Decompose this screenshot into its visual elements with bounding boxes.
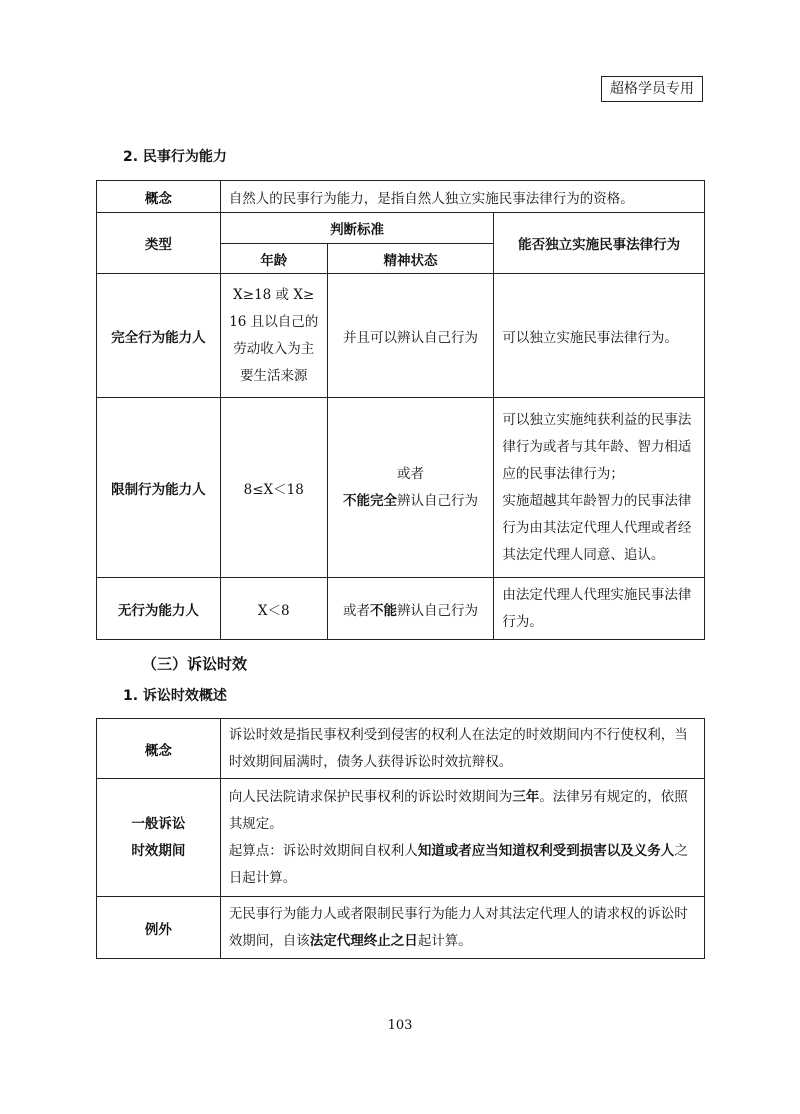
mental-limited-bold: 不能完全 bbox=[343, 492, 397, 509]
mental-no-capacity bbox=[327, 578, 494, 640]
limitation-table bbox=[96, 718, 705, 959]
general-period-p2-post: 之日起计算。 bbox=[228, 842, 688, 886]
civil-capacity-table bbox=[96, 180, 705, 640]
general-period-p2-bold: 知道或者应当知道权利受到损害以及义务人 bbox=[417, 842, 675, 859]
exception-post: 起计算。 bbox=[417, 932, 472, 949]
general-period-p1-post: 。法律另有规定的，依照其规定。 bbox=[228, 788, 688, 832]
general-period-p1-pre: 向人民法院请求保护民事权利的诉讼时效期间为 bbox=[228, 788, 513, 805]
type-limited-capacity: 限制行为能力人 bbox=[97, 398, 221, 578]
type-no-capacity: 无行为能力人 bbox=[97, 578, 221, 640]
general-period-p2-pre: 起算点：诉讼时效期间自权利人 bbox=[228, 842, 418, 859]
ability-no-capacity: 由法定代理人代理实施民事法律行为。 bbox=[494, 578, 705, 640]
mental-header: 精神状态 bbox=[327, 244, 494, 274]
age-no-capacity: X＜8 bbox=[220, 578, 327, 640]
exception-pre: 无民事行为能力人或者限制民事行为能力人对其法定代理人的请求权的诉讼时效期间，自该 bbox=[228, 905, 688, 949]
ability-header: 能否独立实施民事法律行为 bbox=[494, 213, 705, 274]
mental-limited-line2 bbox=[336, 488, 486, 515]
mental-full-capacity: 并且可以辨认自己行为 bbox=[327, 274, 494, 398]
section-title-limitation-overview: 1. 诉讼时效概述 bbox=[123, 688, 227, 704]
general-period-p2 bbox=[229, 838, 696, 892]
age-limited-capacity: 8≤X＜18 bbox=[220, 398, 327, 578]
general-period-label-line2: 时效期间 bbox=[131, 842, 186, 859]
section-title-civil-capacity: 2. 民事行为能力 bbox=[123, 149, 227, 165]
general-period-p1-bold: 三年 bbox=[512, 788, 540, 805]
general-period-label-line1: 一般诉讼 bbox=[131, 815, 186, 832]
general-period-text bbox=[220, 779, 704, 897]
concept-label: 概念 bbox=[97, 181, 221, 213]
ability-limited-p1: 可以独立实施纯获利益的民事法律行为或者与其年龄、智力相适应的民事法律行为； bbox=[502, 411, 692, 482]
limitation-concept-label: 概念 bbox=[97, 719, 221, 779]
mental-no-bold: 不能 bbox=[370, 602, 397, 619]
mental-limited-rest: 辨认自己行为 bbox=[397, 492, 478, 509]
criteria-header: 判断标准 bbox=[220, 213, 494, 244]
exception-text bbox=[220, 897, 704, 959]
page-number: 103 bbox=[387, 1018, 413, 1033]
ability-limited-capacity bbox=[494, 398, 705, 578]
section-title-limitation: （三）诉讼时效 bbox=[142, 655, 248, 673]
exception-label: 例外 bbox=[97, 897, 221, 959]
mental-no-rest: 辨认自己行为 bbox=[397, 602, 478, 619]
age-header: 年龄 bbox=[220, 244, 327, 274]
mental-limited-line1: 或者 bbox=[397, 465, 424, 482]
general-period-p1 bbox=[229, 784, 696, 838]
watermark-label: 超格学员专用 bbox=[601, 76, 703, 102]
type-full-capacity: 完全行为能力人 bbox=[97, 274, 221, 398]
ability-limited-p2: 实施超越其年龄智力的民事法律行为由其法定代理人代理或者经其法定代理人同意、追认。 bbox=[502, 492, 692, 563]
limitation-concept-text: 诉讼时效是指民事权利受到侵害的权利人在法定的时效期间内不行使权利，当时效期间届满时，债务人获得诉讼时效抗辩权。 bbox=[220, 719, 704, 779]
exception-bold: 法定代理终止之日 bbox=[309, 932, 418, 949]
age-full-capacity: X≥18 或 X≥ 16 且以自己的劳动收入为主要生活来源 bbox=[220, 274, 327, 398]
concept-text: 自然人的民事行为能力，是指自然人独立实施民事法律行为的资格。 bbox=[220, 181, 704, 213]
mental-limited-capacity bbox=[327, 398, 494, 578]
mental-no-pre: 或者 bbox=[343, 602, 370, 619]
ability-full-capacity: 可以独立实施民事法律行为。 bbox=[494, 274, 705, 398]
general-period-label bbox=[97, 779, 221, 897]
type-header: 类型 bbox=[97, 213, 221, 274]
